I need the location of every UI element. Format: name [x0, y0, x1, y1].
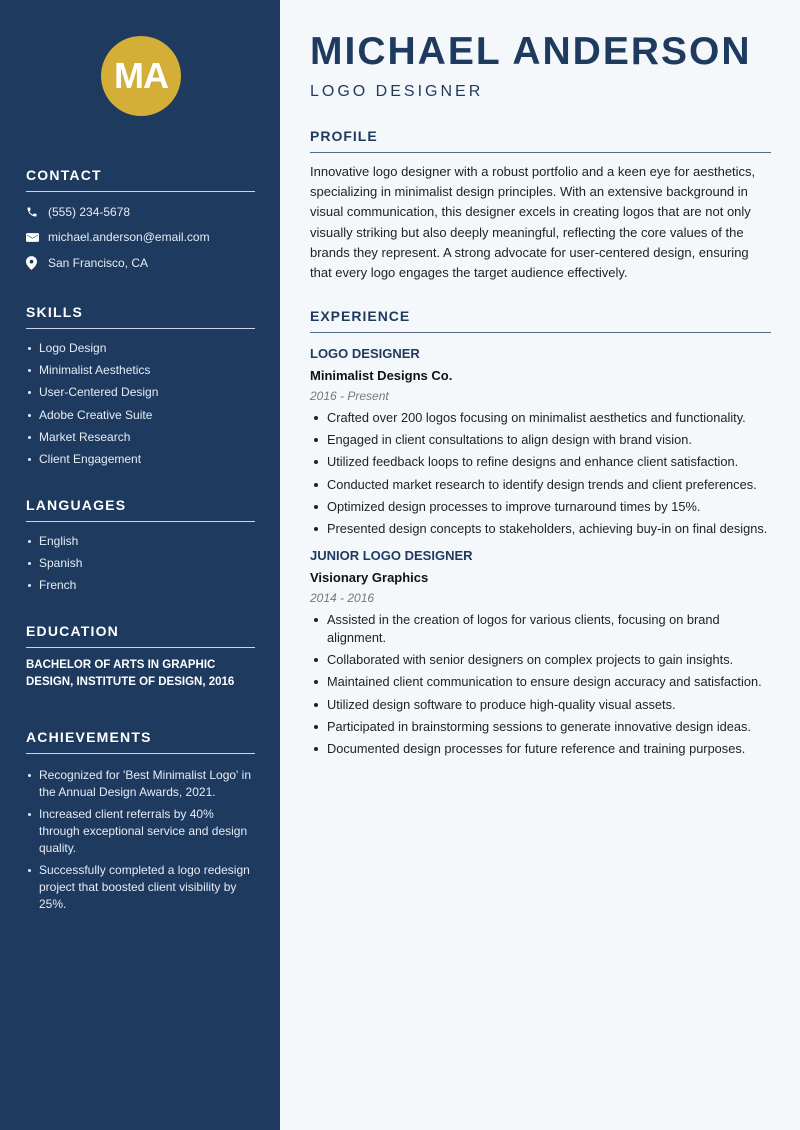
skill-item: Market Research: [26, 426, 255, 448]
language-item: English: [26, 530, 255, 552]
job-bullet: Optimized design processes to improve turnaround times by 15%.: [310, 498, 771, 516]
education-degree: BACHELOR OF ARTS IN GRAPHIC DESIGN, INSTITUTE OF DESIGN, 2016: [26, 659, 235, 688]
language-item: Spanish: [26, 552, 255, 574]
contact-phone: [26, 199, 255, 225]
experience-heading: EXPERIENCE: [310, 308, 771, 333]
skill-item: User-Centered Design: [26, 381, 255, 403]
education-section: [26, 623, 255, 691]
job-bullet: Conducted market research to identify design trends and client preferences.: [310, 476, 771, 494]
profile-heading: PROFILE: [310, 128, 771, 153]
skill-item: Adobe Creative Suite: [26, 404, 255, 426]
job-bullet: Documented design processes for future reference and training purposes.: [310, 740, 771, 758]
job-entry: [310, 346, 771, 538]
education-heading: EDUCATION: [26, 623, 255, 648]
skills-list: [26, 337, 255, 470]
skills-heading: SKILLS: [26, 304, 255, 329]
achievements-heading: ACHIEVEMENTS: [26, 729, 255, 754]
job-dates: 2014 - 2016: [310, 590, 375, 605]
skill-item: Minimalist Aesthetics: [26, 359, 255, 381]
job-company: Minimalist Designs Co.: [310, 368, 453, 383]
profile-text: Innovative logo designer with a robust portfolio and a keen eye for aesthetics, specializing in minimalist design principles. With an extensive background in visual communication, this designer excels in creating logos that are not only visually striking but also deeply meaningful, reflecting the core values of the brands they represent. A strong advocate for user-centered design, ensuring that every logo engages the target audience effectively.: [310, 164, 756, 281]
job-bullet: Engaged in client consultations to align design with brand vision.: [310, 431, 771, 449]
achievements-section: [26, 729, 255, 918]
avatar: [101, 36, 181, 116]
skills-section: [26, 304, 255, 470]
achievements-list: [26, 767, 255, 914]
job-bullet: Utilized design software to produce high-quality visual assets.: [310, 696, 771, 714]
languages-section: [26, 497, 255, 597]
location-text: San Francisco, CA: [48, 255, 149, 270]
email-text: michael.anderson@email.com: [48, 230, 210, 245]
job-bullet: Maintained client communication to ensure design accuracy and satisfaction.: [310, 673, 771, 691]
achievement-item: Recognized for 'Best Minimalist Logo' in the Annual Design Awards, 2021.: [26, 767, 255, 801]
avatar-initials: MA: [114, 55, 168, 96]
job-bullet: Collaborated with senior designers on complex projects to gain insights.: [310, 651, 771, 669]
job-bullets: [310, 409, 771, 538]
achievement-item: Increased client referrals by 40% through exceptional service and design quality.: [26, 806, 255, 858]
job-title: LOGO DESIGNER: [310, 346, 420, 361]
languages-list: [26, 530, 255, 597]
contact-location: [26, 250, 255, 276]
candidate-name: MICHAEL ANDERSON: [310, 30, 752, 73]
achievement-item: Successfully completed a logo redesign project that boosted client visibility by 25%.: [26, 862, 255, 914]
job-bullet: Utilized feedback loops to refine designs and enhance client satisfaction.: [310, 453, 771, 471]
profile-section: [310, 128, 771, 283]
job-bullet: Participated in brainstorming sessions to generate innovative design ideas.: [310, 718, 771, 736]
job-dates: 2016 - Present: [310, 389, 389, 403]
job-entry: [310, 548, 771, 758]
contact-heading: CONTACT: [26, 167, 255, 192]
job-company: Visionary Graphics: [310, 569, 429, 585]
job-bullet: Assisted in the creation of logos for various clients, focusing on brand alignment.: [310, 611, 771, 647]
contact-email: [26, 225, 255, 251]
sidebar: [0, 0, 280, 1130]
experience-section: [310, 308, 771, 762]
skill-item: Client Engagement: [26, 448, 255, 470]
language-item: French: [26, 574, 255, 596]
job-bullets: [310, 611, 771, 758]
phone-icon: [26, 206, 48, 218]
job-bullet: Crafted over 200 logos focusing on minimalist aesthetics and functionality.: [310, 409, 771, 427]
candidate-title: LOGO DESIGNER: [310, 83, 484, 100]
phone-text: (555) 234-5678: [48, 204, 131, 219]
job-bullet: Presented design concepts to stakeholders, achieving buy-in on final designs.: [310, 520, 771, 538]
email-icon: [26, 232, 48, 243]
skill-item: Logo Design: [26, 337, 255, 359]
contact-section: [26, 167, 255, 276]
location-icon: [26, 256, 48, 270]
languages-heading: LANGUAGES: [26, 497, 255, 522]
job-title: JUNIOR LOGO DESIGNER: [310, 547, 473, 563]
